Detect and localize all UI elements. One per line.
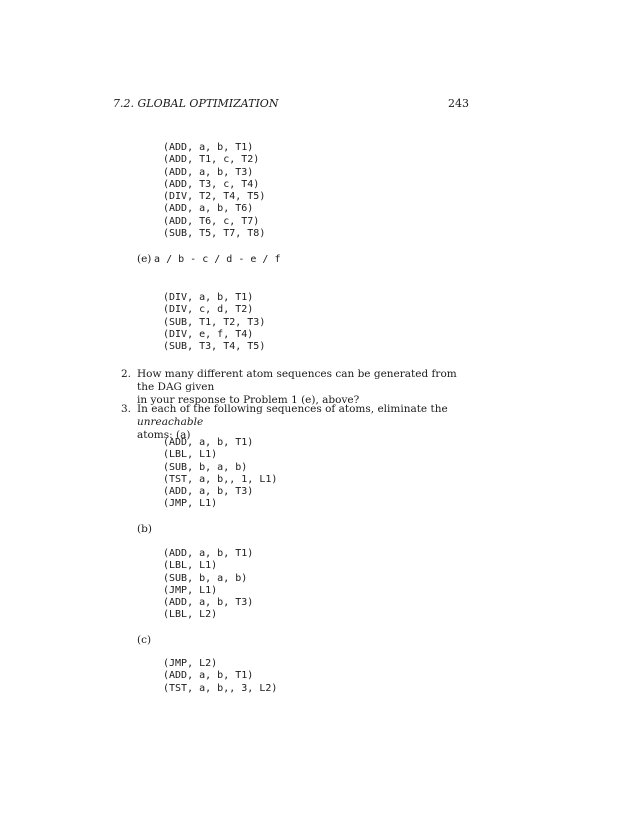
atom-sequence-block-2	[163, 292, 265, 353]
question-3-emphasis: unreachable	[137, 416, 204, 428]
atom-line: (LBL, L2)	[163, 609, 218, 621]
part-e-label: (e)	[137, 253, 152, 265]
page-number: 243	[448, 97, 469, 110]
atom-line: (ADD, a, b, T1)	[163, 548, 254, 559]
atom-line: (ADD, a, b, T3)	[163, 486, 254, 498]
atom-line: (ADD, T6, c, T7)	[163, 215, 260, 227]
running-header-section: 7.2. GLOBAL OPTIMIZATION	[113, 97, 279, 110]
atom-sequence-block-3a	[163, 437, 277, 511]
atom-sequence-block-1	[163, 142, 265, 240]
atom-line: (ADD, a, b, T3)	[163, 597, 254, 609]
atom-line: (TST, a, b,, 1, L1)	[163, 473, 278, 485]
question-2-line-1: How many different atom sequences can be generated from the DAG given	[137, 368, 457, 393]
part-b-label: (b)	[137, 523, 152, 535]
atom-line: (SUB, T3, T4, T5)	[163, 341, 266, 353]
part-c-label: (c)	[137, 634, 152, 646]
atom-line: (ADD, a, b, T1)	[163, 670, 254, 682]
atom-line: (JMP, L1)	[163, 584, 218, 596]
question-2-text	[137, 368, 477, 407]
question-3-line-1-text: In each of the following sequences of atoms, eliminate the	[137, 403, 448, 415]
atom-line: (DIV, a, b, T1)	[163, 292, 254, 303]
atom-line: (DIV, e, f, T4)	[163, 328, 254, 340]
atom-line: (ADD, T1, c, T2)	[163, 154, 260, 166]
atom-line: (DIV, c, d, T2)	[163, 304, 254, 316]
atom-line: (ADD, a, b, T6)	[163, 203, 254, 215]
part-e-expression: a / b - c / d - e / f	[154, 254, 281, 265]
atom-line: (JMP, L1)	[163, 498, 218, 510]
atom-sequence-block-3c	[163, 658, 277, 695]
question-3-line-1	[137, 403, 477, 429]
atom-line: (ADD, T3, c, T4)	[163, 178, 260, 190]
atom-line: (SUB, b, a, b)	[163, 572, 248, 584]
part-e	[137, 253, 280, 265]
atom-line: (JMP, L2)	[163, 658, 218, 669]
question-3-number: 3.	[121, 403, 132, 415]
atom-line: (ADD, a, b, T1)	[163, 142, 254, 153]
atom-line: (TST, a, b,, 3, L2)	[163, 682, 278, 694]
atom-line: (LBL, L1)	[163, 449, 218, 461]
question-2-number: 2.	[121, 368, 132, 380]
question-2-line-2: in your response to Problem 1 (e), above?	[137, 394, 360, 406]
atom-line: (ADD, a, b, T3)	[163, 166, 254, 178]
atom-line: (DIV, T2, T4, T5)	[163, 191, 266, 203]
atom-line: (SUB, T5, T7, T8)	[163, 228, 266, 240]
atom-line: (SUB, b, a, b)	[163, 461, 248, 473]
question-3-line-2: atoms: (a)	[137, 429, 191, 441]
atom-line: (LBL, L1)	[163, 560, 218, 572]
atom-line: (SUB, T1, T2, T3)	[163, 316, 266, 328]
atom-line: (ADD, a, b, T1)	[163, 437, 254, 448]
atom-sequence-block-3b	[163, 548, 253, 622]
